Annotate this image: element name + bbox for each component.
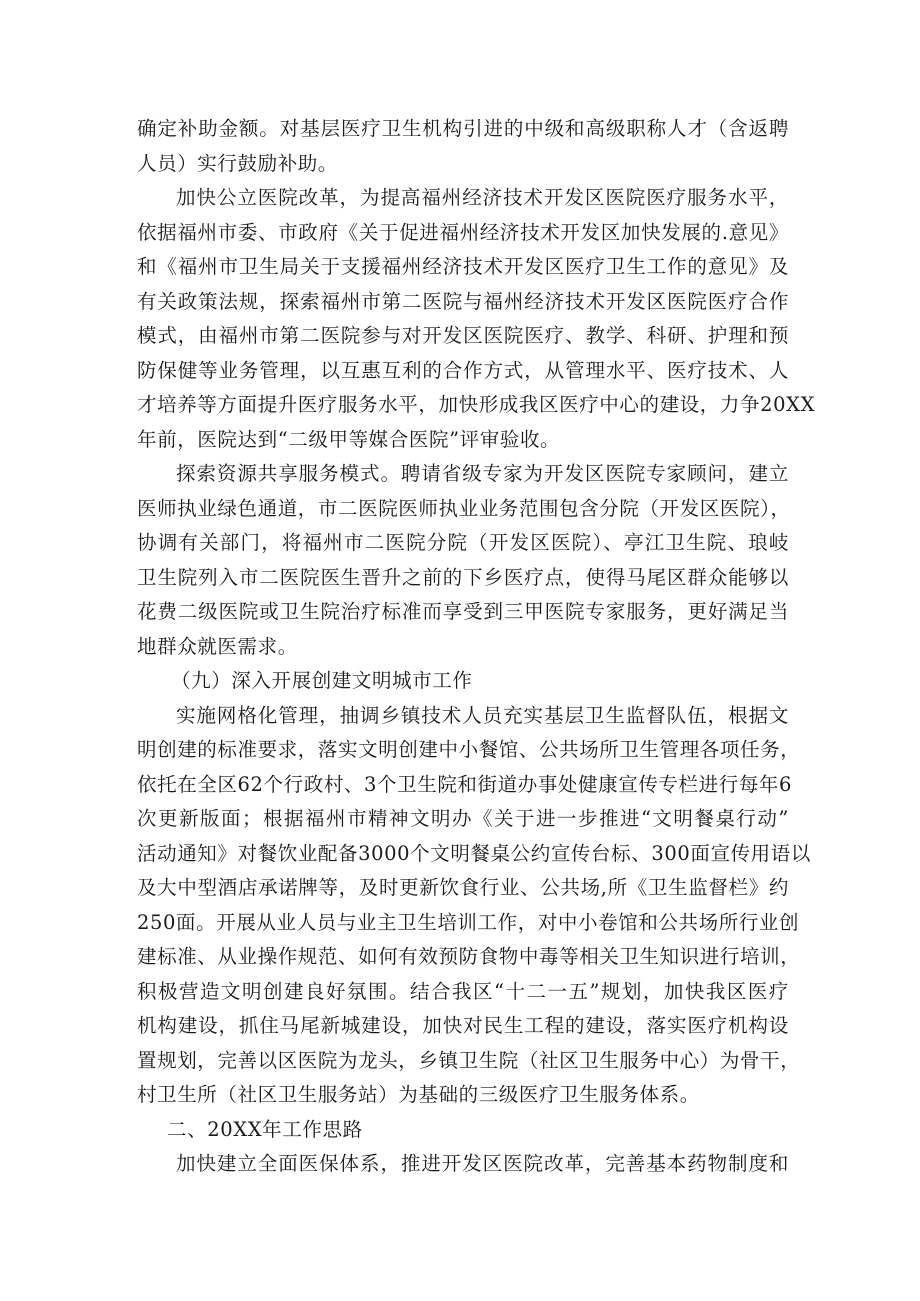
text-line: 探索资源共享服务模式。聘请省级专家为开发区医院专家顾问，建立 [176, 462, 789, 485]
section-heading [137, 664, 789, 699]
text-line: 次更新版面；根据福州市精神文明办《关于进一步推进“文明餐桌行动” [137, 807, 789, 830]
text-line: 模式，由福州市第二医院参与对开发区医院医疗、教学、科研、护理和预 [137, 324, 789, 347]
text-line: 活动通知》对餐饮业配备3000个文明餐桌公约宣传台标、300面宣传用语以 [137, 841, 811, 865]
text-line: 依托在全区62个行政村、3个卫生院和街道办事处健康宣传专栏进行每年6 [137, 772, 793, 796]
paragraph [137, 699, 811, 1113]
text-line: 250面。开展从业人员与业主卫生培训工作，对中小卷馆和公共场所行业创 [137, 910, 800, 934]
text-line: （九）深入开展创建文明城市工作 [171, 669, 473, 692]
section-subheading [137, 1113, 789, 1148]
text-line: 依据福州市委、市政府《关于促进福州经济技术开发区加快发展的.意见》 [137, 220, 789, 244]
text-line: 积极营造文明创建良好氛围。结合我区“十二一五”规划，加快我区医疗 [137, 979, 789, 1003]
paragraph [137, 1147, 789, 1182]
text-line: 年前，医院达到“二级甲等媒合医院”评审验收。 [137, 427, 561, 451]
text-line: 村卫生所（社区卫生服务站）为基础的三级医疗卫生服务体系。 [137, 1083, 700, 1106]
text-line: 建标准、从业操作规范、如何有效预防食物中毒等相关卫生知识进行培训， [137, 945, 801, 968]
text-line: 防保健等业务管理，以互惠互利的合作方式，从管理水平、医疗技术、人 [137, 358, 789, 382]
text-line: 才培养等方面提升医疗服务水平，加快形成我区医疗中心的建设，力争20XX [137, 393, 816, 416]
text-line: 花费二级医院或卫生院治疗标准而享受到三甲医院专家服务，更好满足当 [137, 600, 789, 623]
paragraph [137, 457, 789, 664]
text-line: 实施网格化管理，抽调乡镇技术人员充实基层卫生监督队伍，根据文 [176, 703, 789, 727]
text-line: 人员）实行鼓励补助。 [137, 151, 339, 175]
paragraph [137, 181, 816, 457]
text-line: 机构建设，抓住马尾新城建设，加快对民生工程的建设，落实医疗机构设 [137, 1014, 789, 1037]
document-body [137, 112, 816, 1182]
text-line: 地群众就医需求。 [137, 634, 298, 658]
text-line: 明创建的标准要求，落实文明创建中小餐馆、公共场所卫生管理各项任务， [137, 738, 801, 761]
text-line: 二、20XX年工作思路 [167, 1117, 363, 1141]
text-line: 及大中型酒店承诺牌等，及时更新饮食行业、公共场,所《卫生监督栏》约 [137, 876, 789, 899]
text-line: 加快公立医院改革，为提高福州经济技术开发区医院医疗服务水平， [176, 186, 789, 209]
text-line: 置规划，完善以区医院为龙头，乡镇卫生院（社区卫生服务中心）为骨干， [137, 1048, 801, 1072]
text-line: 协调有关部门，将福州市二医院分院（开发区医院）、亭江卫生院、琅岐 [137, 531, 789, 554]
text-line: 和《福州市卫生局关于支援福州经济技术开发区医疗卫生工作的意见》及 [137, 255, 789, 278]
paragraph [137, 112, 789, 181]
text-line: 加快建立全面医保体系，推进开发区医院改革，完善基本药物制度和 [176, 1152, 789, 1175]
text-line: 卫生院列入市二医院医生晋升之前的下乡医疗点，使得马尾区群众能够以 [137, 565, 789, 589]
text-line: 确定补助金额。对基层医疗卫生机构引进的中级和高级职称人才（含返聘 [137, 117, 789, 140]
text-line: 有关政策法规，探索福州市第二医院与福州经济技术开发区医院医疗合作 [137, 289, 789, 313]
text-line: 医师执业绿色通道，市二医院医师执业业务范围包含分院（开发区医院）， [137, 496, 791, 520]
